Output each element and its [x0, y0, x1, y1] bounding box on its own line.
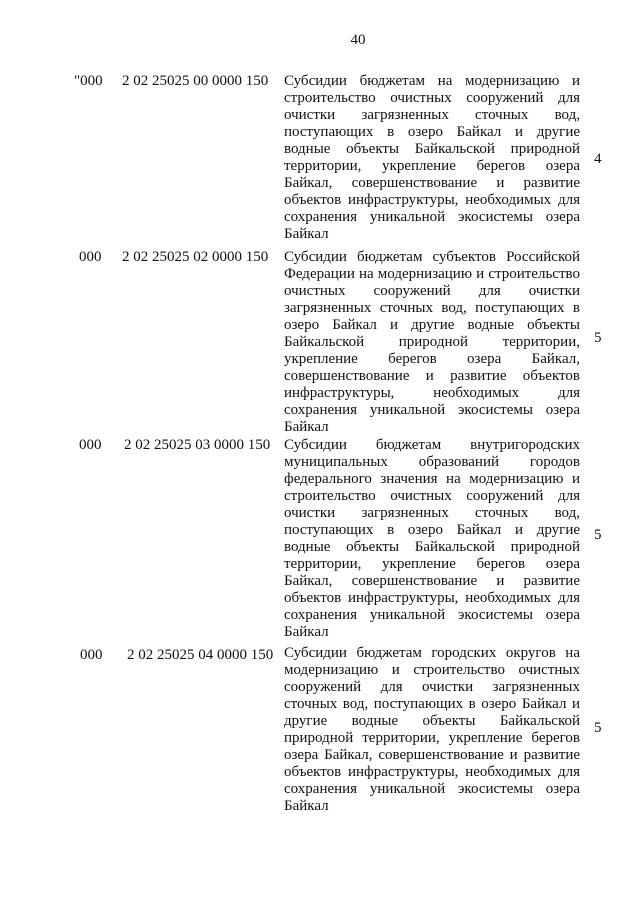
revenue-name: Субсидии бюджетам внутригородских муниципальных образований городов федерального значения на модернизацию и строительство очистных сооружений для очистки загрязненных сточных вод, поступающих в озеро Байкал и другие водные объекты Байкальской природной территории, укрепление берегов озера Байкал, совершенствование и развитие объектов инфраструктуры, необходимых для сохранения уникальной экосистемы озера Байкал — [284, 437, 580, 640]
budget-classification-code: 2 02 25025 00 0000 150 — [122, 73, 269, 89]
admin-code: 000 — [79, 437, 102, 453]
admin-code: "000 — [74, 73, 103, 89]
row-value: 5 — [594, 527, 602, 543]
budget-classification-code: 2 02 25025 02 0000 150 — [122, 249, 269, 265]
row-value: 5 — [594, 720, 602, 736]
row-value: 4 — [594, 151, 602, 167]
revenue-name: Субсидии бюджетам городских округов на модернизацию и строительство очистных сооружений для очистки загрязненных сточных вод, поступающих в озеро Байкал и другие водные объекты Байкальской природной территории, укрепление берегов озера Байкал, совершенствование и развитие объектов инфраструктуры, необходимых для сохранения уникальной экосистемы озера Байкал — [284, 645, 580, 814]
admin-code: 000 — [79, 249, 102, 265]
page-number: 40 — [350, 32, 366, 48]
admin-code: 000 — [80, 647, 103, 663]
budget-classification-code: 2 02 25025 03 0000 150 — [124, 437, 271, 453]
revenue-name: Субсидии бюджетам на модернизацию и строительство очистных сооружений для очистки загрязненных сточных вод, поступающих в озеро Байкал и другие водные объекты Байкальской природной территории, укрепление берегов озера Байкал, совершенствование и развитие объектов инфраструктуры, необходимых для сохранения уникальной экосистемы озера Байкал — [284, 73, 580, 242]
revenue-name: Субсидии бюджетам субъектов Российской Федерации на модернизацию и строительство очистных сооружений для очистки загрязненных сточных вод, поступающих в озеро Байкал и другие водные объекты Байкальской природной территории, укрепление берегов озера Байкал, совершенствование и развитие объектов инфраструктуры, необходимых для сохранения уникальной экосистемы озера Байкал — [284, 249, 580, 435]
budget-classification-code: 2 02 25025 04 0000 150 — [127, 647, 274, 663]
row-value: 5 — [594, 330, 602, 346]
